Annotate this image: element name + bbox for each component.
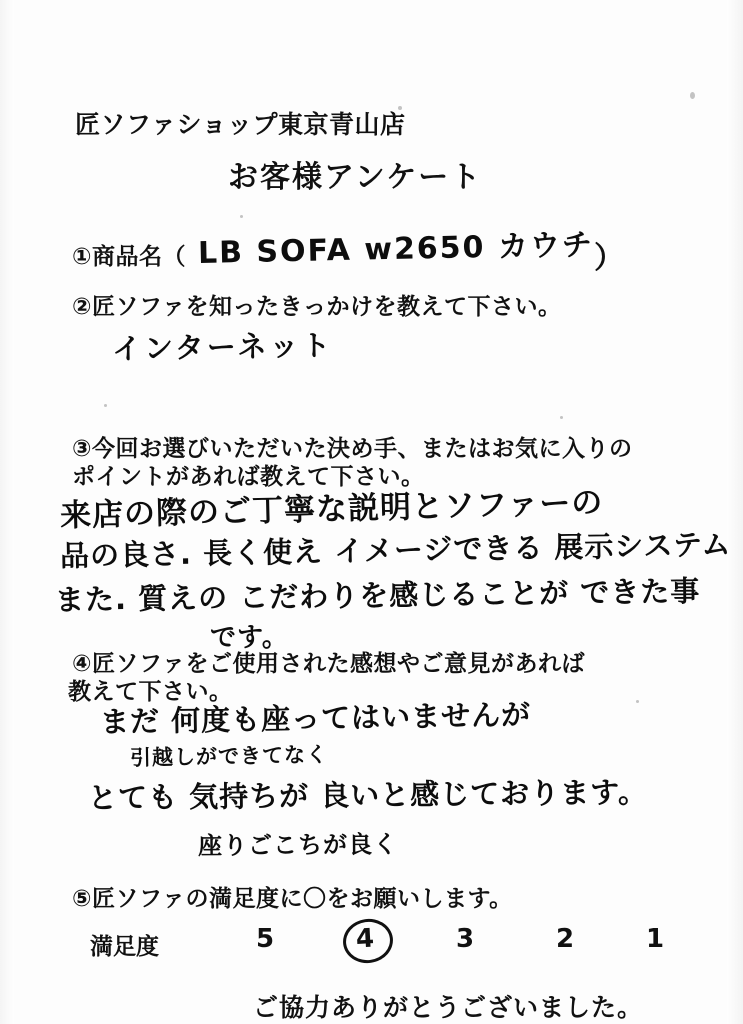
shop-name: 匠ソファショップ東京青山店 <box>75 110 406 139</box>
question-2-answer: インターネット <box>111 328 334 366</box>
form-title: お客様アンケート <box>228 160 483 195</box>
question-4-label-line1: ④匠ソファをご使用された感想やご意見があれば <box>72 651 586 677</box>
question-4-answer-line4: 座りごこちが良く <box>197 830 399 860</box>
rating-option-4-value: 4 <box>355 923 375 955</box>
question-1-close-paren: ） <box>594 241 625 276</box>
question-4-answer-line3: とても 気持ちが 良いと感じております。 <box>87 775 649 815</box>
rating-option-3[interactable] <box>442 924 488 954</box>
scan-speck <box>560 416 563 419</box>
question-3-label-line1: ③今回お選びいただいた決め手、またはお気に入りの <box>72 436 633 462</box>
rating-scale-label: 満足度 <box>90 934 159 960</box>
question-2-label: ②匠ソファを知ったきっかけを教えて下さい。 <box>72 294 562 320</box>
scan-speck <box>636 700 639 703</box>
rating-option-5-value: 5 <box>255 924 275 954</box>
question-5-label: ⑤匠ソファの満足度に〇をお願いします。 <box>72 886 513 912</box>
closing-message: ご協力ありがとうございました。 <box>253 993 644 1022</box>
question-3-answer-line1: 来店の際のご丁寧な説明とソファーの <box>59 484 604 534</box>
rating-option-2-value: 2 <box>555 924 575 954</box>
question-4-label-line2: 教えて下さい。 <box>68 679 233 705</box>
scan-edge-right <box>727 0 743 1024</box>
question-1-label: ①商品名（ <box>72 244 186 270</box>
question-4-answer-line1: まだ 何度も座ってはいませんが <box>99 697 532 739</box>
rating-option-1[interactable] <box>632 924 678 954</box>
question-3-label-line2: ポイントがあれば教えて下さい。 <box>72 464 425 490</box>
scan-speck <box>104 404 107 407</box>
question-3-answer-line4: です。 <box>210 623 289 653</box>
rating-option-2[interactable] <box>542 924 588 954</box>
scan-speck <box>690 92 695 99</box>
rating-option-3-value: 3 <box>455 924 475 954</box>
question-4-answer-insert: 引越しができてなく <box>129 742 329 770</box>
rating-option-5[interactable] <box>242 924 288 954</box>
question-1-answer: LB SOFA w2650 カウチ <box>197 227 595 271</box>
scan-speck <box>240 215 243 218</box>
question-3-answer-line3: また. 質えの こだわりを感じることが できた事 <box>54 573 701 617</box>
question-3-answer-line2: 品の良さ. 長く使え イメージできる 展示システム <box>59 527 732 573</box>
rating-option-4[interactable] <box>342 924 388 954</box>
rating-scale <box>90 922 670 966</box>
rating-option-1-value: 1 <box>645 924 665 954</box>
scan-edge-left <box>0 0 14 1024</box>
